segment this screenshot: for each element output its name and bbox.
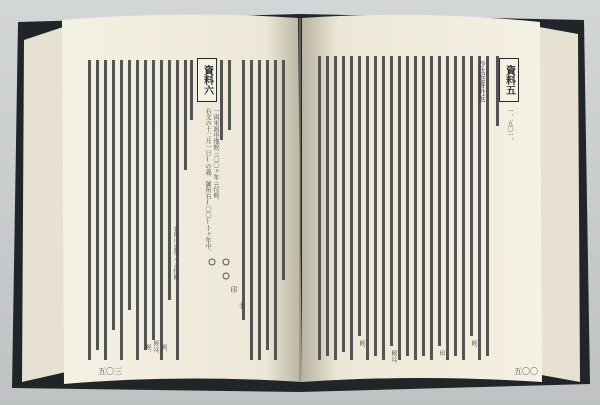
left-section-header: 資料六 bbox=[197, 58, 217, 102]
right-section-header: 資料五 bbox=[499, 58, 519, 102]
left-page-line-7: 印 bbox=[230, 286, 238, 293]
left-page-line-4: 候、 bbox=[160, 344, 167, 356]
right-page-folio: 五〇〇 bbox=[514, 367, 538, 376]
left-page-line-3: 右所中諸年々ニ付候、 bbox=[172, 226, 179, 286]
left-page-edges bbox=[22, 26, 66, 382]
left-page-folio: 五〇三 bbox=[98, 367, 122, 376]
left-page-line-2: 一両米渡申地候三〇〇ヶ年ニ付候、 bbox=[212, 108, 219, 204]
left-page-line-6: 候、 bbox=[144, 344, 151, 356]
right-page-line-3: 候は、 bbox=[390, 350, 397, 368]
left-page-line-5: 候は、 bbox=[152, 340, 159, 358]
left-page-line-1: 右文の十二月一日(の義、御所右(〇〇)十ヶ年中、 bbox=[204, 108, 211, 255]
left-page-line-8: 七 bbox=[238, 302, 246, 309]
right-page-line-4: 候、 bbox=[470, 340, 477, 352]
right-page-line-2: 候、 bbox=[358, 340, 365, 352]
right-page-title: 沙汰返書外返 bbox=[478, 60, 486, 102]
right-page-line-5: 印 bbox=[438, 350, 445, 356]
right-page-line-1: 一、五〇一、 bbox=[506, 108, 513, 144]
